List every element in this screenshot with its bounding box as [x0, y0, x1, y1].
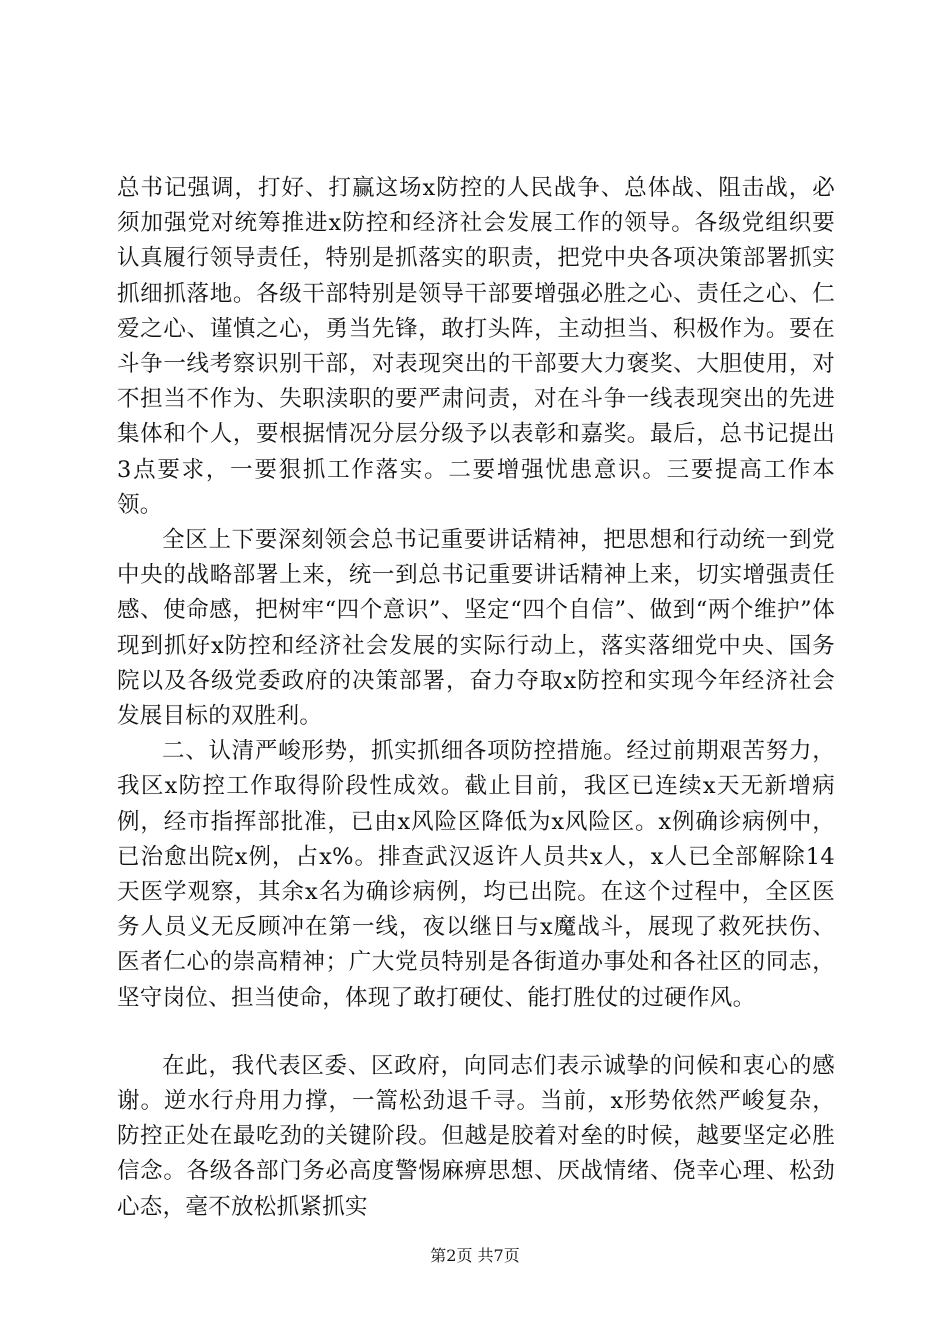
paragraph-2: 全区上下要深刻领会总书记重要讲话精神，把思想和行动统一到党中央的战略部署上来，统一到总书记重要讲话精神上来，切实增强责任感、使命感，把树牢“四个意识”、坚定“四个自信”、做到“两个维护”体现到抓好x防控和经济社会发展的实际行动上，落实落细党中央、国务院以及各级党委政府的决策部署，奋力夺取x防控和实现今年经济社会发展目标的双胜利。 — [117, 527, 835, 730]
document-body — [117, 171, 835, 1225]
page-footer — [0, 1246, 950, 1266]
page-number-label: 第2页 共7页 — [430, 1246, 520, 1265]
paragraph-3: 二、认清严峻形势，抓实抓细各项防控措施。经过前期艰苦努力，我区x防控工作取得阶段性成效。截止目前，我区已连续x天无新增病例，经市指挥部批准，已由x风险区降低为x风险区。x例确诊病例中，已治愈出院x例，占x%。排查武汉返许人员共x人，x人已全部解除14天医学观察，其余x名为确诊病例，均已出院。在这个过程中，全区医务人员义无反顾冲在第一线，夜以继日与x魔战斗，展现了救死扶伤、医者仁心的崇高精神；广大党员特别是各街道办事处和各社区的同志，坚守岗位、担当使命，体现了敢打硬仗、能打胜仗的过硬作风。 — [117, 738, 835, 1011]
paragraph-1: 总书记强调，打好、打赢这场x防控的人民战争、总体战、阻击战，必须加强党对统筹推进x防控和经济社会发展工作的领导。各级党组织要认真履行领导责任，特别是抓落实的职责，把党中央各项决策部署抓实抓细抓落地。各级干部特别是领导干部要增强必胜之心、责任之心、仁爱之心、谨慎之心，勇当先锋，敢打头阵，主动担当、积极作为。要在斗争一线考察识别干部，对表现突出的干部要大力褒奖、大胆使用，对不担当不作为、失职渎职的要严肃问责，对在斗争一线表现突出的先进集体和个人，要根据情况分层分级予以表彰和嘉奖。最后，总书记提出3点要求，一要狠抓工作落实。二要增强忧患意识。三要提高工作本领。 — [117, 175, 835, 518]
paragraph-4: 在此，我代表区委、区政府，向同志们表示诚挚的问候和衷心的感谢。逆水行舟用力撑，一篙松劲退千寻。当前，x形势依然严峻复杂，防控正处在最吃劲的关键阶段。但越是胶着对垒的时候，越要坚定必胜信念。各级各部门务必高度警惕麻痹思想、厌战情绪、侥幸心理、松劲心态，毫不放松抓紧抓实 — [117, 1052, 835, 1220]
